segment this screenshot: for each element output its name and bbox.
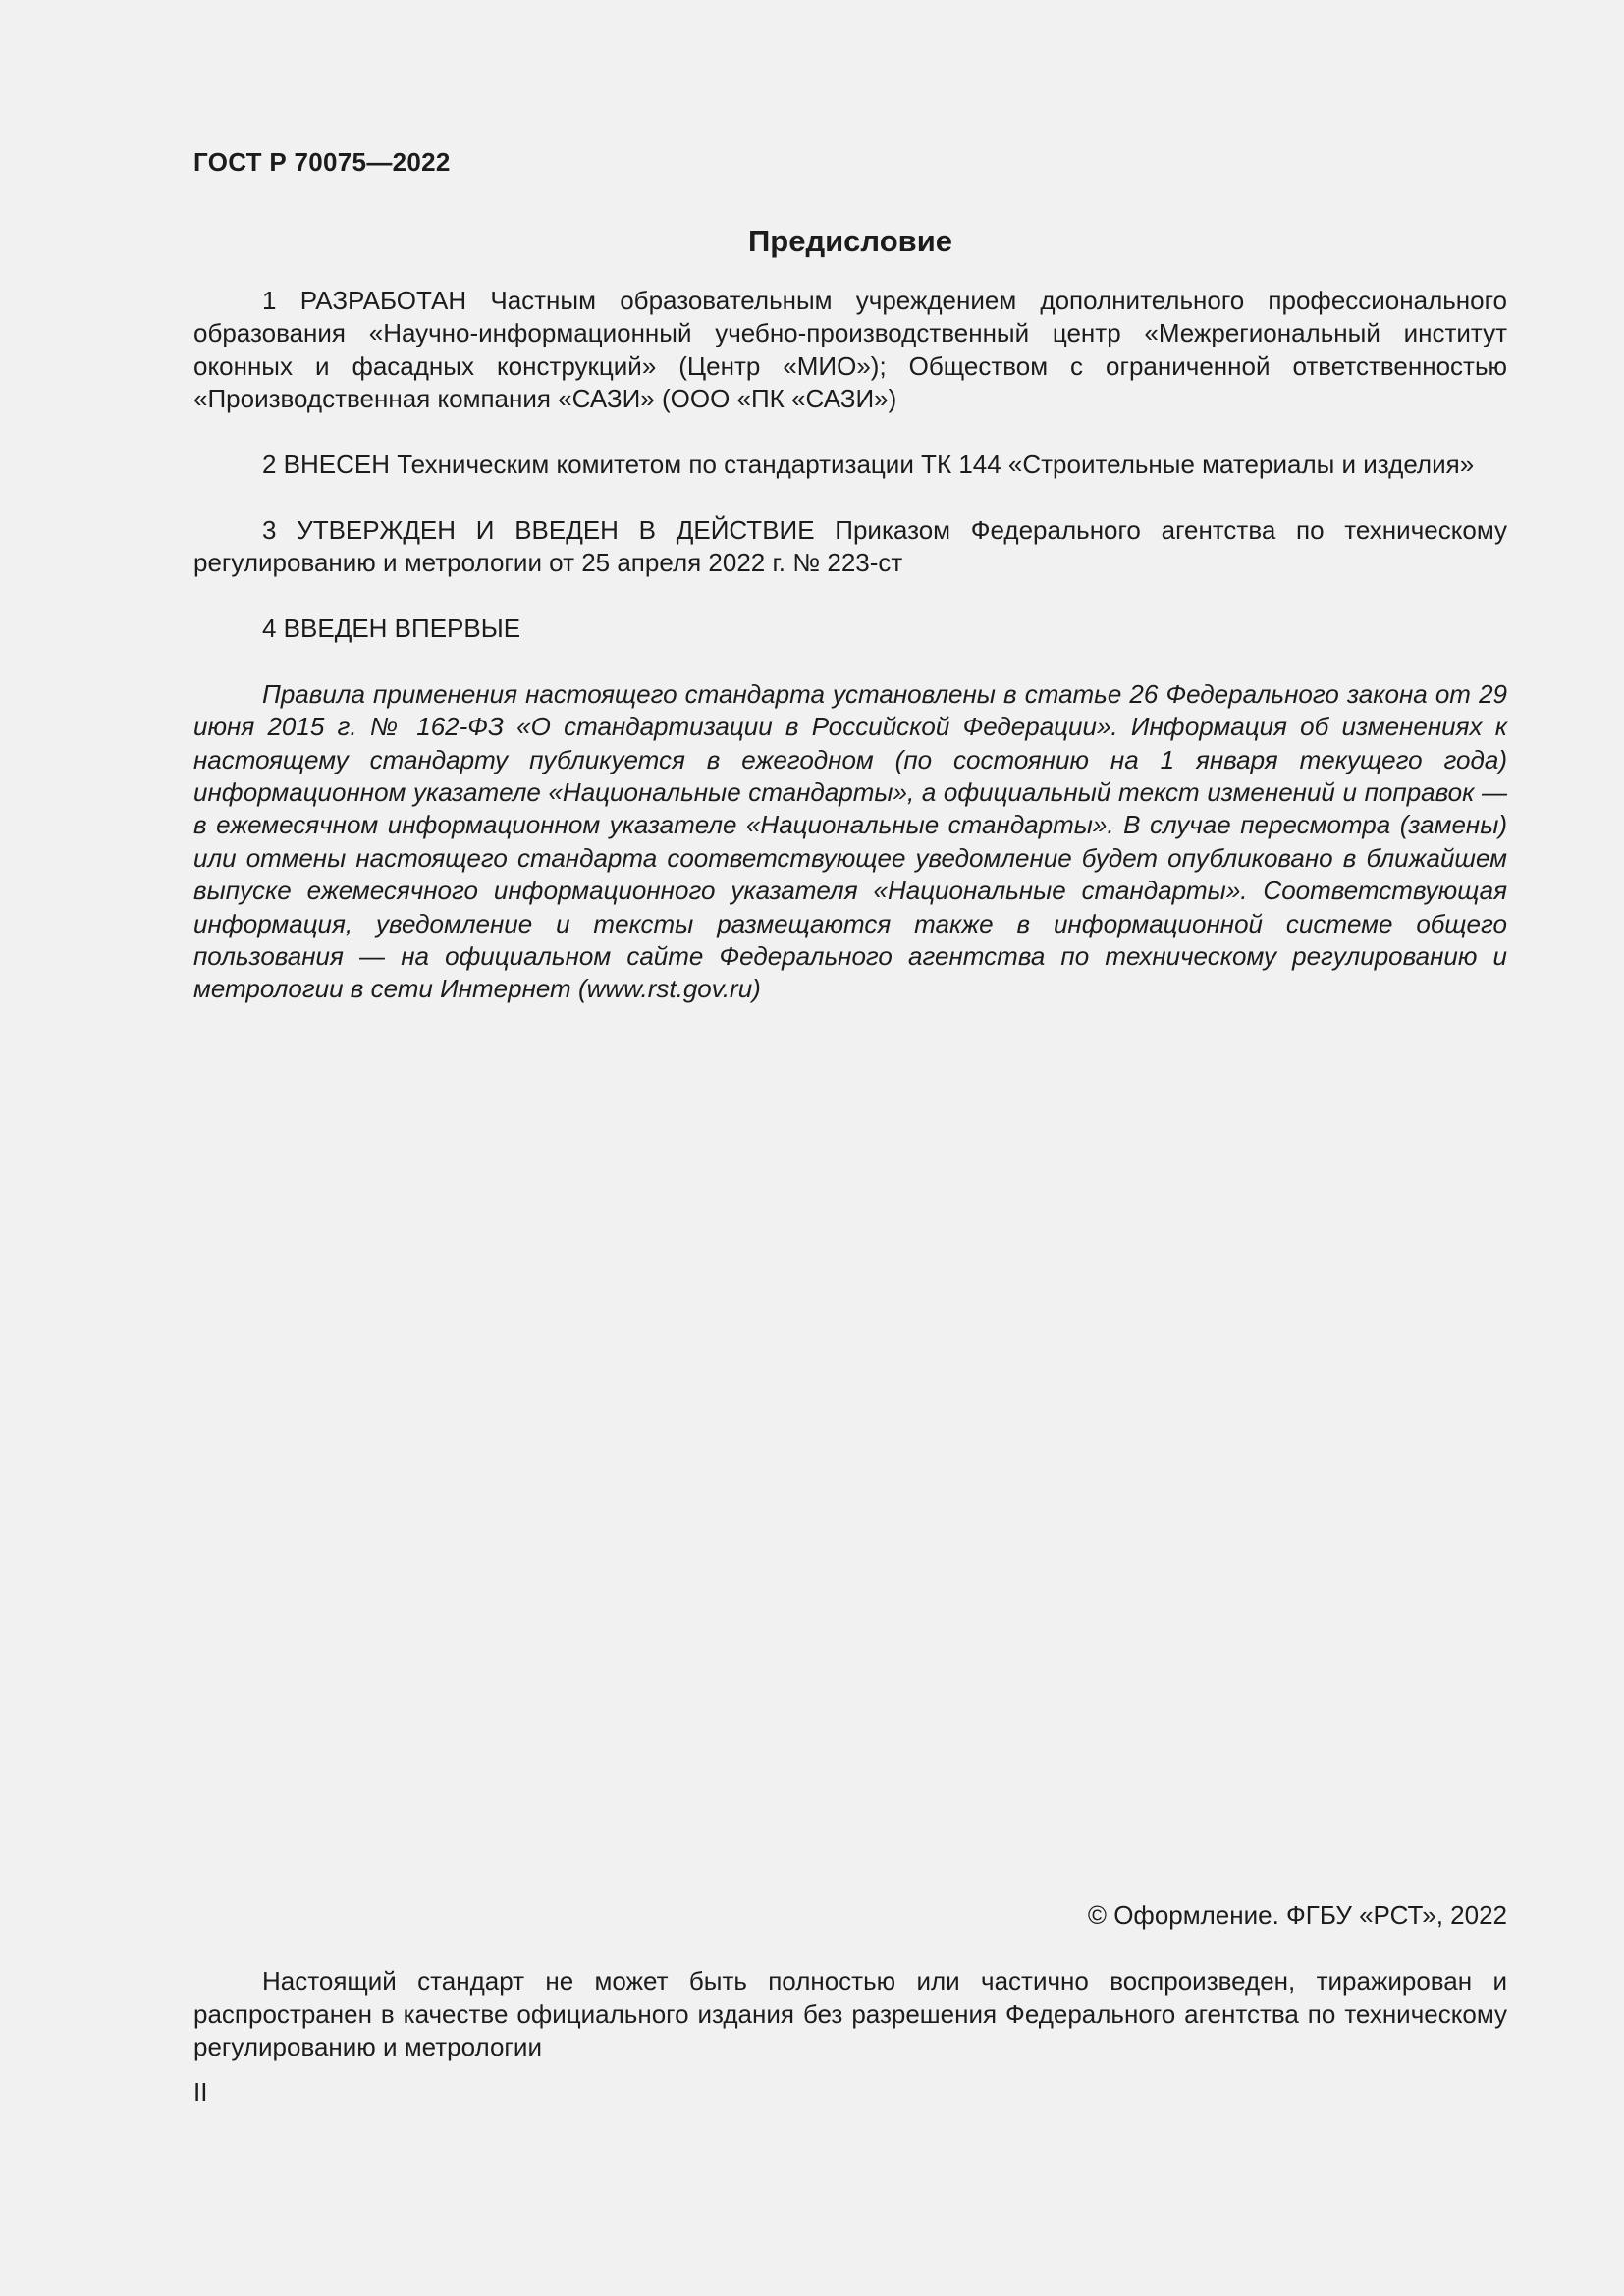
paragraph-developed: 1 РАЗРАБОТАН Частным образовательным учреждением дополнительного профессионального образования «Научно-информационный учебно-производственный центр «Межрегиональный институт оконных и фасадных конструкций» (Центр «МИО»); Обществом с ограниченной ответственностью «Производственная компания «САЗИ» (ООО «ПК «САЗИ») [193,286,1507,414]
section-title: Предисловие [747,224,952,258]
copyright-line: © Оформление. ФГБУ «РСТ», 2022 [1087,1900,1507,1930]
paragraph-submitted: 2 ВНЕСЕН Техническим комитетом по стандартизации ТК 144 «Строительные материалы и изделия» [262,450,1475,480]
document-code: ГОСТ Р 70075—2022 [193,147,451,177]
paragraph-introduced: 4 ВВЕДЕН ВПЕРВЫЕ [262,614,521,644]
foreword-body [193,285,1507,1039]
reproduction-notice: Настоящий стандарт не может быть полностью или частично воспроизведен, тиражирован и распространен в качестве официального издания без разрешения Федерального агентства по техническому регулированию и метрологии [193,1966,1507,2061]
page-number: II [193,2077,208,2107]
application-rules-note: Правила применения настоящего стандарта установлены в статье 26 Федерального закона от 29 июня 2015 г. № 162-ФЗ «О стандартизации в Российской Федерации». Информация об изменениях к настоящему стандарту публикуется в ежегодном (по состоянию на 1 января текущего года) информационном указателе «Национальные стандарты», а официальный текст изменений и поправок — в ежемесячном информационном указателе «Национальные стандарты». В случае пересмотра (замены) или отмены настоящего стандарта соответствующее уведомление будет опубликовано в ближайшем выпуске ежемесячного информационного указателя «Национальные стандарты». Соответствующая информация, уведомление и тексты размещаются также в информационной системе общего пользования — на официальном сайте Федерального агентства по техническому регулированию и метрологии в сети Интернет (www.rst.gov.ru) [193,678,1507,1004]
document-page [193,0,1507,2296]
paragraph-approved: 3 УТВЕРЖДЕН И ВВЕДЕН В ДЕЙСТВИЕ Приказом Федерального агентства по техническому регулированию и метрологии от 25 апреля 2022 г. № 223-ст [193,514,1507,578]
